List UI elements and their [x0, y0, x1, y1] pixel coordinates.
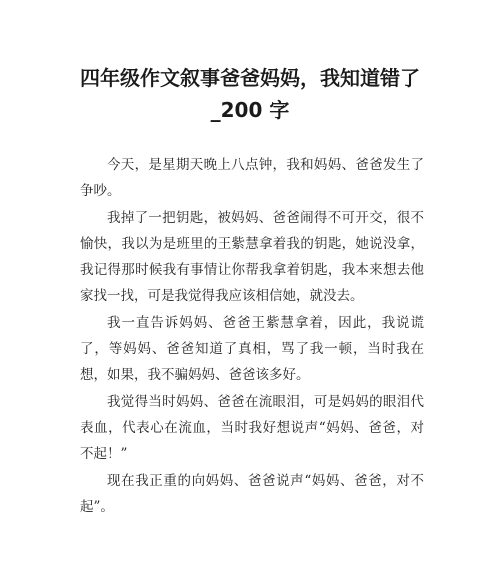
page-title: [40, 62, 460, 126]
paragraph-1: 今天，是星期天晚上八点钟，我和妈妈、爸爸发生了争吵。: [80, 157, 424, 200]
essay-body: [80, 152, 424, 520]
title-line-2: _200 字: [210, 98, 290, 122]
paragraph-5: 现在我正重的向妈妈、爸爸说声“妈妈、爸爸，对不起”。: [80, 472, 424, 515]
title-line-1: 四年级作文叙事爸爸妈妈，我知道错了: [80, 66, 420, 90]
paragraph-3: 我一直告诉妈妈、爸爸王紫慧拿着，因此，我说谎了，等妈妈、爸爸知道了真相，骂了我一顿，当时我在想，如果，我不骗妈妈、爸爸该多好。: [80, 314, 424, 384]
paragraph-4: 我觉得当时妈妈、爸爸在流眼泪，可是妈妈的眼泪代表血，代表心在流血，当时我好想说声“妈妈、爸爸，对不起！”: [80, 393, 424, 463]
paragraph-2: 我掉了一把钥匙，被妈妈、爸爸闹得不可开交，很不愉快，我以为是班里的王紫慧拿着我的钥匙，她说没拿，我记得那时候我有事情让你帮我拿着钥匙，我本来想去他家找一找，可是我觉得我应该相信她，就没去。: [80, 209, 424, 305]
